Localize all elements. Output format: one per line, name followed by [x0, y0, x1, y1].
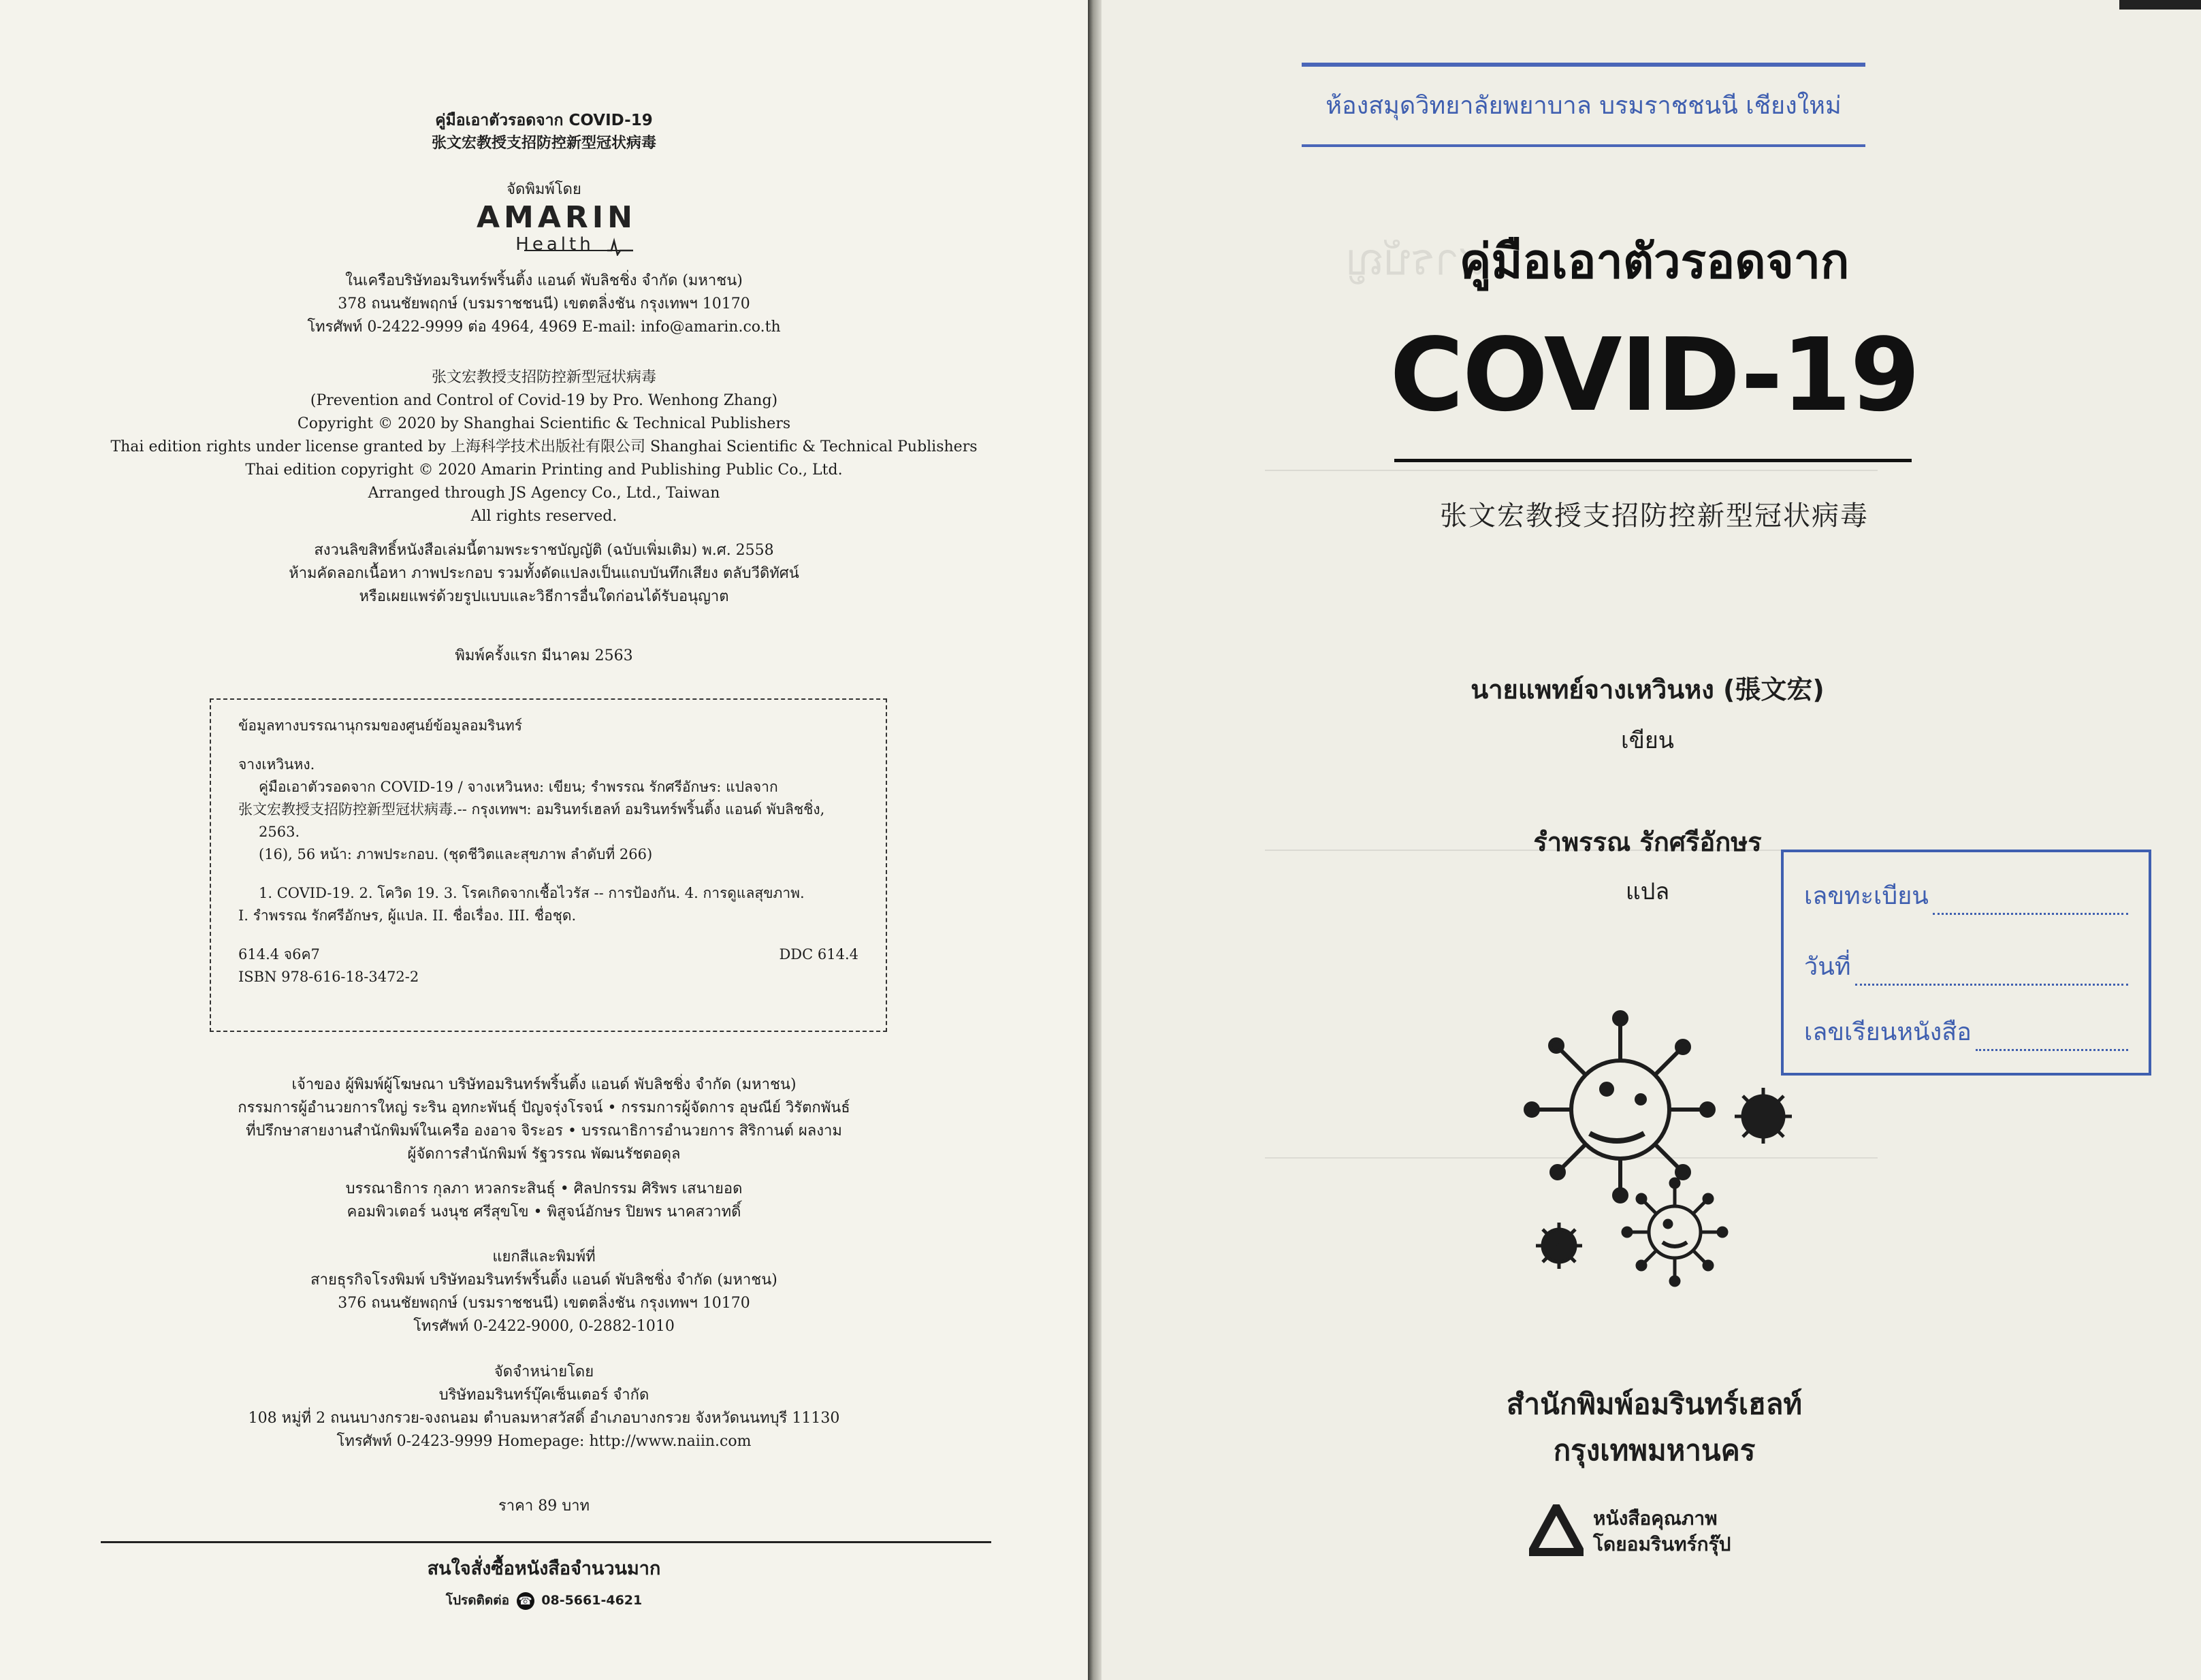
copyright-law-block — [0, 539, 1088, 609]
rights-line: Thai edition rights under license granted by 上海科学技术出版社有限公司 Shanghai Scientific & Technical Publishers — [110, 438, 978, 455]
copyright-law-line: หรือเผยแพร่ด้วยรูปแบบและวิธีการอื่นใดก่อนได้รับอนุญาต — [359, 588, 729, 605]
copyright-law-line: ห้ามคัดลอกเนื้อหา ภาพประกอบ รวมทั้งดัดแปลงเป็นแถบบันทึกเสียง ตลับวีดิทัศน์ — [289, 565, 799, 582]
stamp-row-registration — [1804, 874, 2128, 915]
staff-line: ที่ปรึกษาสายงานสำนักพิมพ์ในเครือ องอาจ จิระอร • บรรณาธิการอำนวยการ สิริกานต์ ผลงาม — [246, 1122, 842, 1140]
library-rule — [1302, 144, 1865, 147]
printing-line: โทรศัพท์ 0-2422-9000, 0-2882-1010 — [413, 1318, 675, 1335]
stamp-label: วันที่ — [1804, 953, 1851, 981]
title-divider — [1394, 459, 1912, 462]
distribution-line: บริษัทอมรินทร์บุ๊คเซ็นเตอร์ จำกัด — [438, 1387, 649, 1404]
book-gutter — [1088, 0, 1102, 1680]
publisher-line: โทรศัพท์ 0-2422-9999 ต่อ 4964, 4969 E-mail: info@amarin.co.th — [307, 319, 781, 336]
main-title: COVID-19 — [1389, 317, 1919, 434]
printing-block — [0, 1246, 1088, 1338]
rights-line: Copyright © 2020 by Shanghai Scientific & Technical Publishers — [297, 415, 791, 432]
copyright-law-line: สงวนลิขสิทธิ์หนังสือเล่มนี้ตามพระราชบัญญัติ (ฉบับเพิ่มเติม) พ.ศ. 2558 — [314, 542, 774, 559]
rights-block — [0, 366, 1088, 528]
printing-label: แยกสีและพิมพ์ที่ — [492, 1248, 596, 1265]
stamp-label: เลขเรียนหนังสือ — [1804, 1018, 1972, 1046]
distribution-line: 108 หมู่ที่ 2 ถนนบางกรวย-จงถนอม ตำบลมหาสวัสดิ์ อำเภอบางกรวย จังหวัดนนทบุรี 11130 — [248, 1410, 840, 1427]
cip-header: ข้อมูลทางบรรณานุกรมของศูนย์ข้อมูลอมรินทร์ — [238, 717, 523, 734]
rights-line: Arranged through JS Agency Co., Ltd., Taiwan — [368, 485, 720, 502]
medium-virus-icon — [1623, 1179, 1726, 1285]
cip-entry-line: 张文宏教授支招防控新型冠状病毒.-- กรุงเทพฯ: อมรินทร์เฮลท์ อมรินทร์พริ้นติ้ง แอนด์ พับลิชชิ่ง, — [238, 801, 825, 818]
phone-icon: ☎ — [517, 1592, 534, 1610]
printing-line: 376 ถนนชัยพฤกษ์ (บรมราชชนนี) เขตตลิ่งชัน กรุงเทพฯ 10170 — [338, 1295, 750, 1312]
contact-phone: 08-5661-4621 — [541, 1593, 643, 1608]
small-virus-icon — [1735, 1088, 1792, 1144]
rights-line: (Prevention and Control of Covid-19 by Pro. Wenhong Zhang) — [310, 392, 778, 409]
author-name: นายแพทย์จางเหวินหง (張文宏) — [1471, 675, 1825, 705]
cip-physical: (16), 56 หน้า: ภาพประกอบ. (ชุดชีวิตและสุขภาพ ลำดับที่ 266) — [259, 846, 653, 862]
virus-illustration-icon — [1471, 1007, 1838, 1293]
cip-call-number: 614.4 จ6ค7 — [238, 946, 320, 963]
divider — [101, 1541, 991, 1543]
heartbeat-pulse-icon — [524, 236, 633, 256]
translator-name: รำพรรณ รักศรีอักษร — [1533, 827, 1762, 857]
publisher-city: กรุงเทพมหานคร — [1553, 1434, 1756, 1467]
distribution-line: โทรศัพท์ 0-2423-9999 Homepage: http://www.naiin.com — [336, 1433, 752, 1450]
publisher-name: สำนักพิมพ์อมรินทร์เฮลท์ — [1506, 1387, 1803, 1421]
large-virus-icon — [1526, 1012, 1714, 1201]
imprint-chinese-title: 张文宏教授支招防控新型冠状病毒 — [431, 135, 656, 152]
cip-subject-line: I. รำพรรณ รักศรีอักษร, ผู้แปล. II. ชื่อเรื่อง. III. ชื่อชุด. — [238, 907, 577, 924]
cip-classification-row — [238, 943, 858, 966]
show-through-text: สารบัญ — [1347, 235, 1486, 285]
editors-block — [0, 1178, 1088, 1224]
staff-line: เจ้าของ ผู้พิมพ์ผู้โฆษณา บริษัทอมรินทร์พริ้นติ้ง แอนด์ พับลิชชิ่ง จำกัด (มหาชน) — [291, 1076, 797, 1093]
author-role: เขียน — [1620, 727, 1675, 754]
rights-line: Thai edition copyright © 2020 Amarin Printing and Publishing Public Co., Ltd. — [245, 462, 843, 479]
small-virus-icon — [1536, 1223, 1582, 1269]
cip-entry-line: 2563. — [259, 824, 300, 840]
imprint-book-title: คู่มือเอาตัวรอดจาก COVID-19 — [435, 112, 653, 129]
distribution-label: จัดจำหน่ายโดย — [494, 1363, 594, 1380]
publisher-line: ในเครือบริษัทอมรินทร์พริ้นติ้ง แอนด์ พับลิชชิ่ง จำกัด (มหาชน) — [345, 272, 743, 289]
rights-line: All rights reserved. — [470, 508, 617, 525]
cip-entry-line: คู่มือเอาตัวรอดจาก COVID-19 / จางเหวินหง: เขียน; รำพรรณ รักศรีอักษร: แปลจาก — [259, 779, 778, 795]
publisher-line: 378 ถนนชัยพฤกษ์ (บรมราชชนนี) เขตตลิ่งชัน กรุงเทพฯ 10170 — [338, 295, 750, 312]
distribution-block — [0, 1361, 1088, 1453]
scan-edge — [2119, 0, 2201, 10]
quality-line: หนังสือคุณภาพ — [1593, 1507, 1718, 1530]
price: ราคา 89 บาท — [498, 1498, 590, 1515]
editor-line: บรรณาธิการ กุลภา หวลกระสินธุ์ • ศิลปกรรม ศิริพร เสนายอด — [345, 1180, 743, 1197]
editor-line: คอมพิวเตอร์ นงนุช ศรีสุขโข • พิสูจน์อักษร ปิยพร นาคสวาทดิ์ — [347, 1204, 741, 1221]
logo-word: AMARIN — [477, 200, 637, 235]
staff-block — [0, 1073, 1088, 1166]
stamp-label: เลขทะเบียน — [1804, 882, 1929, 910]
guide-title: คู่มือเอาตัวรอดจาก — [1459, 233, 1850, 289]
library-stamp-name: ห้องสมุดวิทยาลัยพยาบาล บรมราชชนนี เชียงใหม่ — [1326, 92, 1842, 120]
cip-record-box — [210, 698, 887, 1032]
quality-line: โดยอมรินทร์กรุ๊ป — [1593, 1533, 1731, 1555]
chinese-subtitle: 张文宏教授支招防控新型冠状病毒 — [1440, 500, 1869, 532]
first-print-date: พิมพ์ครั้งแรก มีนาคม 2563 — [455, 647, 633, 664]
staff-line: กรรมการผู้อำนวยการใหญ่ ระริน อุทกะพันธุ์ ปัญจรุ่งโรจน์ • กรรมการผู้จัดการ อุษณีย์ วิรัตกพันธ์ — [238, 1099, 850, 1116]
cip-isbn: ISBN 978-616-18-3472-2 — [238, 969, 419, 985]
cip-author: จางเหวินหง. — [238, 756, 315, 773]
library-rule — [1302, 63, 1865, 67]
cip-subject-line: 1. COVID-19. 2. โควิด 19. 3. โรคเกิดจากเชื้อไวรัส -- การป้องกัน. 4. การดูแลสุขภาพ. — [259, 885, 805, 901]
translator-role: แปล — [1625, 878, 1670, 905]
staff-line: ผู้จัดการสำนักพิมพ์ รัฐวรรณ พัฒนรัชตอดุล — [407, 1146, 681, 1163]
logo-sub: Health — [515, 234, 594, 255]
left-page-imprint — [0, 0, 1088, 1680]
stamp-row-date — [1804, 945, 2128, 986]
amarin-group-triangle-icon — [1529, 1504, 1584, 1556]
rights-line: 张文宏教授支招防控新型冠状病毒 — [431, 369, 656, 386]
publisher-address-block — [0, 270, 1088, 339]
stamp-row-book-number — [1804, 1010, 2128, 1051]
published-by-label: จัดพิมพ์โดย — [507, 181, 581, 198]
bulk-order-title: สนใจสั่งซื้อหนังสือจำนวนมาก — [427, 1558, 661, 1579]
contact-label: โปรดติดต่อ — [445, 1593, 509, 1608]
bulk-order-contact — [0, 1589, 1088, 1612]
cip-ddc: DDC 614.4 — [779, 946, 858, 963]
quality-badge-text — [1593, 1506, 1797, 1557]
printing-line: สายธุรกิจโรงพิมพ์ บริษัทอมรินทร์พริ้นติ้ง แอนด์ พับลิชชิ่ง จำกัด (มหาชน) — [310, 1272, 777, 1289]
